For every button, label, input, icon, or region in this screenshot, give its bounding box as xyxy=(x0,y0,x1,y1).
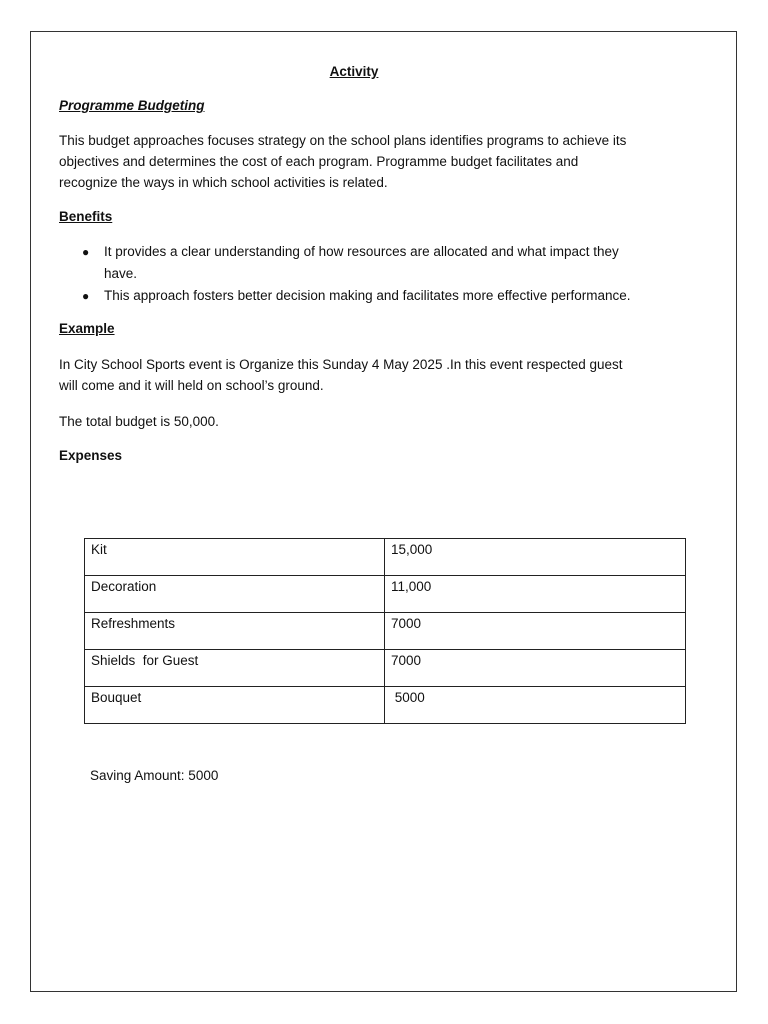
benefit-item: ● It provides a clear understanding of how resources are allocated and what impact they have. xyxy=(59,241,639,285)
bullet-icon: ● xyxy=(82,289,90,303)
example-paragraph: In City School Sports event is Organize this Sunday 4 May 2025 .In this event respected guest will come and it will held on school’s ground. xyxy=(59,357,623,393)
expense-item-cell: Bouquet xyxy=(85,687,385,724)
table-row xyxy=(85,539,686,576)
bullet-icon: ● xyxy=(82,245,90,259)
expense-amount-cell: 7000 xyxy=(385,650,686,687)
page-title: Activity xyxy=(329,64,379,79)
table-row xyxy=(85,613,686,650)
example-heading: Example xyxy=(59,321,115,336)
document-content xyxy=(59,62,639,466)
expense-item-cell: Decoration xyxy=(85,576,385,613)
expenses-table xyxy=(84,538,686,724)
benefits-heading: Benefits xyxy=(59,209,113,224)
expense-amount-cell: 5000 xyxy=(385,687,686,724)
table-row xyxy=(85,576,686,613)
expense-amount-cell: 11,000 xyxy=(385,576,686,613)
table-row xyxy=(85,650,686,687)
benefit-item: ● This approach fosters better decision making and facilitates more effective performance. xyxy=(59,285,639,307)
expense-item-cell: Shields for Guest xyxy=(85,650,385,687)
expenses-heading: Expenses xyxy=(59,448,123,463)
table-row xyxy=(85,687,686,724)
benefits-list xyxy=(59,241,639,307)
total-budget-text: The total budget is 50,000. xyxy=(59,414,219,429)
saving-amount: Saving Amount: 5000 xyxy=(90,768,219,783)
intro-paragraph: This budget approaches focuses strategy on the school plans identifies programs to achieve its objectives and determines the cost of each program. Programme budget facilitates and recognize the ways in which school activities is related. xyxy=(59,133,627,190)
section-title: Programme Budgeting xyxy=(59,98,205,113)
expense-item-cell: Refreshments xyxy=(85,613,385,650)
expense-amount-cell: 7000 xyxy=(385,613,686,650)
expense-amount-cell: 15,000 xyxy=(385,539,686,576)
expense-item-cell: Kit xyxy=(85,539,385,576)
